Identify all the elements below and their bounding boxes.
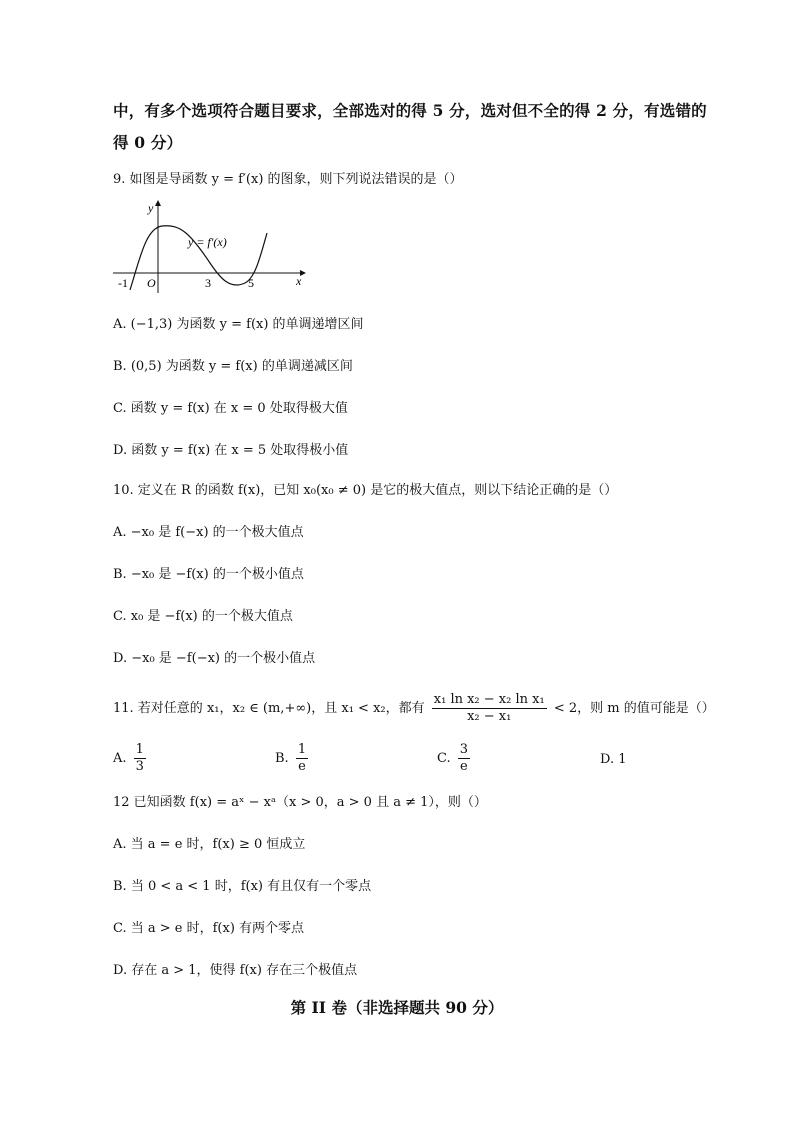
q11-option-c-den: e <box>460 759 468 774</box>
q9-option-d[interactable]: D. 函数 y = f(x) 在 x = 5 处取得极小值 <box>113 443 349 458</box>
q11-option-d-label: D. <box>600 752 615 767</box>
q11-option-c-fraction <box>458 742 470 775</box>
q11-option-b-num: 1 <box>297 742 307 757</box>
q11-option-b-label: B. <box>275 751 289 766</box>
question-12-stem: 12 已知函数 f(x) = aˣ − xᵃ（x > 0，a > 0 且 a ≠ 1），则（） <box>113 795 487 810</box>
q11-option-a-fraction <box>134 742 146 775</box>
y-axis-label: y <box>148 201 154 215</box>
q9-option-c[interactable]: C. 函数 y = f(x) 在 x = 0 处取得极大值 <box>113 401 348 416</box>
question-10-stem: 10. 定义在 R 的函数 f(x)，已知 x₀(x₀ ≠ 0) 是它的极大值点，则以下结论正确的是（） <box>113 483 618 498</box>
q11-fraction-numerator: x₁ ln x₂ − x₂ ln x₁ <box>433 692 545 707</box>
q12-option-c[interactable]: C. 当 a > e 时，f(x) 有两个零点 <box>113 921 305 936</box>
q11-stem-post: < 2，则 m 的值可能是（） <box>553 701 715 716</box>
question-11-stem <box>113 689 715 729</box>
tick-3: 3 <box>205 276 211 290</box>
q11-option-a-num: 1 <box>135 742 144 757</box>
q9-option-a[interactable]: A. (−1,3) 为函数 y = f(x) 的单调递增区间 <box>113 317 364 332</box>
q11-option-a-den: 3 <box>135 759 144 774</box>
instructions-line-1: 中，有多个选项符合题目要求，全部选对的得 5 分，选对但不全的得 2 分，有选错的 <box>113 101 707 120</box>
tick-origin: O <box>147 276 156 290</box>
q11-option-c[interactable] <box>437 742 473 775</box>
question-9-stem: 9. 如图是导函数 y = f′(x) 的图象，则下列说法错误的是（） <box>113 172 463 187</box>
q12-option-a[interactable]: A. 当 a = e 时，f(x) ≥ 0 恒成立 <box>113 837 306 852</box>
section-2-title: 第 II 卷（非选择题共 90 分） <box>290 998 504 1017</box>
q11-option-b-fraction <box>296 742 308 775</box>
q11-option-d-text: 1 <box>618 752 627 767</box>
curve-label: y = f′(x) <box>188 235 227 249</box>
q9-option-b[interactable]: B. (0,5) 为函数 y = f(x) 的单调递减区间 <box>113 359 353 374</box>
tick-5: 5 <box>248 276 254 290</box>
q12-option-b[interactable]: B. 当 0 < a < 1 时，f(x) 有且仅有一个零点 <box>113 879 372 894</box>
instructions-line-2: 得 0 分） <box>113 133 183 152</box>
q11-fraction-denominator: x₂ − x₁ <box>467 709 512 724</box>
q11-option-d[interactable] <box>600 752 627 767</box>
tick-neg1: -1 <box>118 276 128 290</box>
derivative-graph <box>110 198 310 298</box>
q10-option-b[interactable]: B. −x₀ 是 −f(x) 的一个极小值点 <box>113 567 304 582</box>
q10-option-a[interactable]: A. −x₀ 是 f(−x) 的一个极大值点 <box>113 525 304 540</box>
q11-option-c-label: C. <box>437 751 451 766</box>
q11-option-b[interactable] <box>275 742 311 775</box>
q11-option-a[interactable] <box>113 742 149 775</box>
q11-stem-pre: 11. 若对任意的 x₁，x₂ ∈ (m,+∞)，且 x₁ < x₂，都有 <box>113 701 425 716</box>
q11-option-b-den: e <box>298 759 306 774</box>
x-axis-label: x <box>296 274 302 288</box>
q10-option-d[interactable]: D. −x₀ 是 −f(−x) 的一个极小值点 <box>113 651 316 666</box>
q11-fraction <box>432 692 547 725</box>
q12-option-d[interactable]: D. 存在 a > 1，使得 f(x) 存在三个极值点 <box>113 963 358 978</box>
q10-option-c[interactable]: C. x₀ 是 −f(x) 的一个极大值点 <box>113 609 293 624</box>
y-axis-arrow <box>155 200 161 206</box>
q11-option-c-num: 3 <box>459 742 469 757</box>
q11-option-a-label: A. <box>113 751 127 766</box>
